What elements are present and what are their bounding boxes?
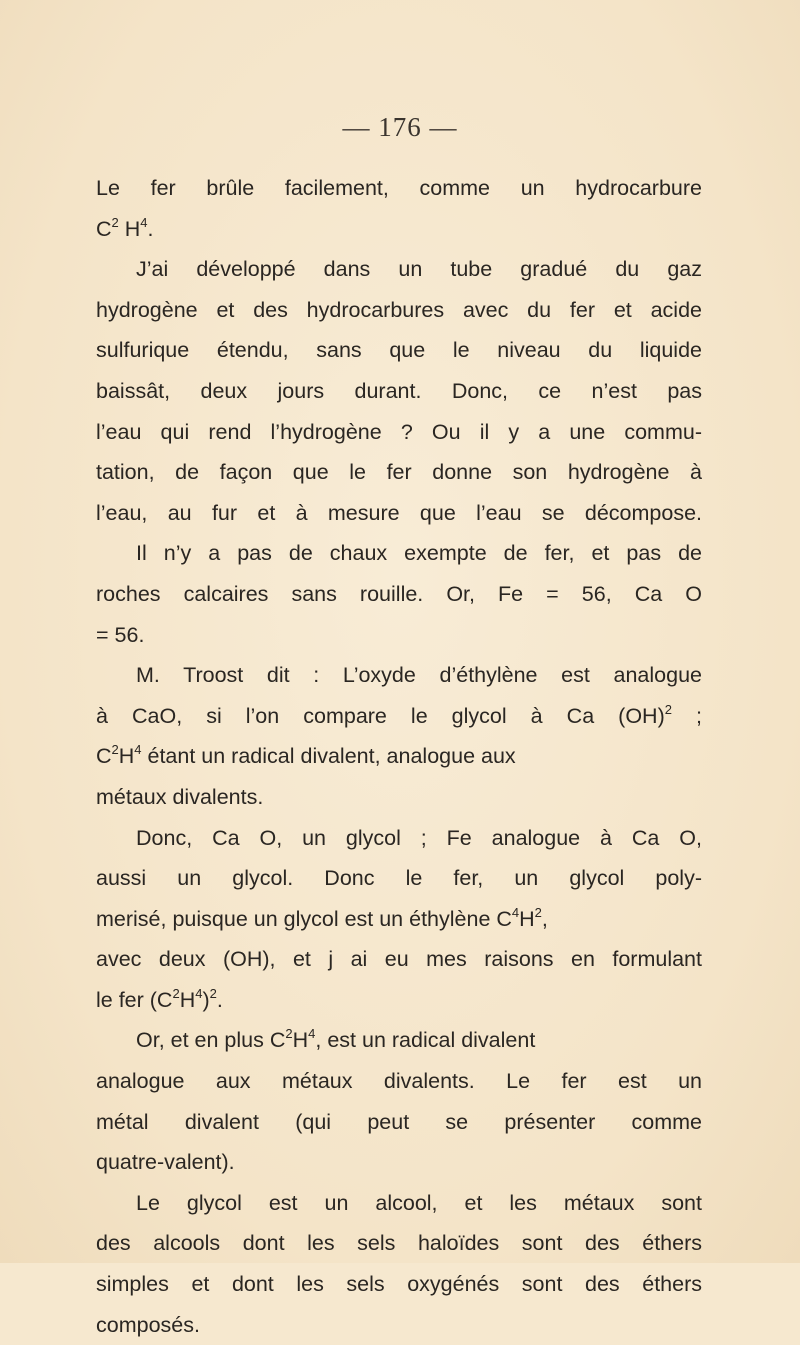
superscript: 2 [111, 742, 119, 758]
line-text: , [541, 906, 548, 931]
text-line [96, 696, 702, 737]
superscript: 2 [111, 214, 119, 230]
superscript: 4 [140, 214, 148, 230]
text-line [96, 655, 702, 696]
line-text: H [519, 906, 535, 931]
text-line [96, 290, 702, 331]
line-text: avec deux (OH), et j ai eu mes raisons en formulant [96, 947, 702, 972]
line-text: le fer (C [96, 987, 173, 1012]
line-text: Le glycol est un alcool, et les métaux sont [136, 1190, 702, 1215]
line-text: composés. [96, 1312, 200, 1337]
line-text: H [118, 744, 135, 769]
text-line [96, 452, 702, 493]
line-text: baissât, deux jours durant. Donc, ce n’est pas [96, 378, 702, 403]
line-text: l’eau qui rend l’hydrogène ? Ou il y a une commu- [96, 419, 702, 444]
line-text: Donc, Ca O, un glycol ; Fe analogue à Ca O, [136, 825, 702, 850]
text-line [96, 1305, 702, 1345]
line-text: simples et dont les sels oxygénés sont des éthers [96, 1272, 702, 1297]
line-text: . [147, 216, 154, 241]
text-line [96, 1142, 702, 1183]
line-text: H [292, 1028, 309, 1053]
line-text: des alcools dont les sels haloïdes sont des éthers [96, 1231, 702, 1256]
line-text: aussi un glycol. Donc le fer, un glycol poly- [96, 866, 702, 891]
superscript: 2 [172, 985, 180, 1001]
superscript: 4 [195, 985, 203, 1001]
line-text: à CaO, si l’on compare le glycol à Ca (OH) [96, 703, 665, 728]
superscript: 4 [308, 1026, 316, 1042]
line-text: . [216, 987, 223, 1012]
line-text: métaux divalents. [96, 784, 264, 809]
superscript: 2 [209, 985, 217, 1001]
line-text: C [96, 216, 112, 241]
text-line [96, 412, 702, 453]
line-text: hydrogène et des hydrocarbures avec du fer et acide [96, 297, 702, 322]
superscript: 4 [511, 904, 520, 920]
line-text: , est un radical divalent [315, 1028, 536, 1053]
line-text: C [96, 744, 112, 769]
text-line [96, 249, 702, 290]
superscript: 2 [664, 701, 672, 717]
text-line [96, 615, 702, 656]
text-line [96, 574, 702, 615]
line-text: Or, et en plus C [136, 1028, 286, 1053]
line-text: quatre-valent). [96, 1150, 235, 1175]
text-line [96, 1102, 702, 1143]
line-text: analogue aux métaux divalents. Le fer est un [96, 1069, 702, 1094]
text-line [96, 1183, 702, 1224]
line-text: ) [202, 987, 210, 1012]
text-line [96, 1061, 702, 1102]
text-line [96, 818, 702, 859]
line-text: Le fer brûle facilement, comme un hydrocarbure [96, 176, 702, 200]
text-line [96, 371, 702, 412]
line-text: métal divalent (qui peut se présenter comme [96, 1109, 702, 1134]
text-line [96, 1020, 702, 1061]
line-text: H [179, 987, 196, 1012]
text-line [96, 939, 702, 980]
text-line [96, 1223, 702, 1264]
superscript: 4 [134, 742, 142, 758]
line-text: M. Troost dit : L’oxyde d’éthylène est analogue [136, 663, 702, 688]
line-text: tation, de façon que le fer donne son hydrogène à [96, 460, 702, 485]
body-text [96, 168, 702, 1345]
line-text: sulfurique étendu, sans que le niveau du liquide [96, 338, 702, 363]
line-text: ; [671, 703, 702, 728]
text-line [96, 493, 702, 534]
line-text: H [118, 216, 141, 241]
text-line [96, 533, 702, 574]
line-text: l’eau, au fur et à mesure que l’eau se décompose. [96, 500, 702, 525]
line-text: J’ai développé dans un tube gradué du gaz [136, 257, 702, 282]
text-line [96, 899, 702, 940]
line-text: roches calcaires sans rouille. Or, Fe = 56, Ca O [96, 581, 702, 606]
text-line [96, 858, 702, 899]
text-line [96, 980, 702, 1021]
superscript: 2 [285, 1026, 293, 1042]
line-text: = 56. [96, 622, 145, 647]
line-text: Il n’y a pas de chaux exempte de fer, et pas de [136, 541, 702, 566]
text-line [96, 330, 702, 371]
line-text: étant un radical divalent, analogue aux [141, 744, 516, 769]
text-line [96, 209, 702, 250]
text-line [96, 777, 702, 818]
text-line [96, 736, 702, 777]
line-text: merisé, puisque un glycol est un éthylène C [96, 906, 512, 931]
text-line [96, 1264, 702, 1305]
page-number: — 176 — [342, 112, 458, 142]
text-line [96, 168, 702, 209]
superscript: 2 [534, 904, 542, 920]
